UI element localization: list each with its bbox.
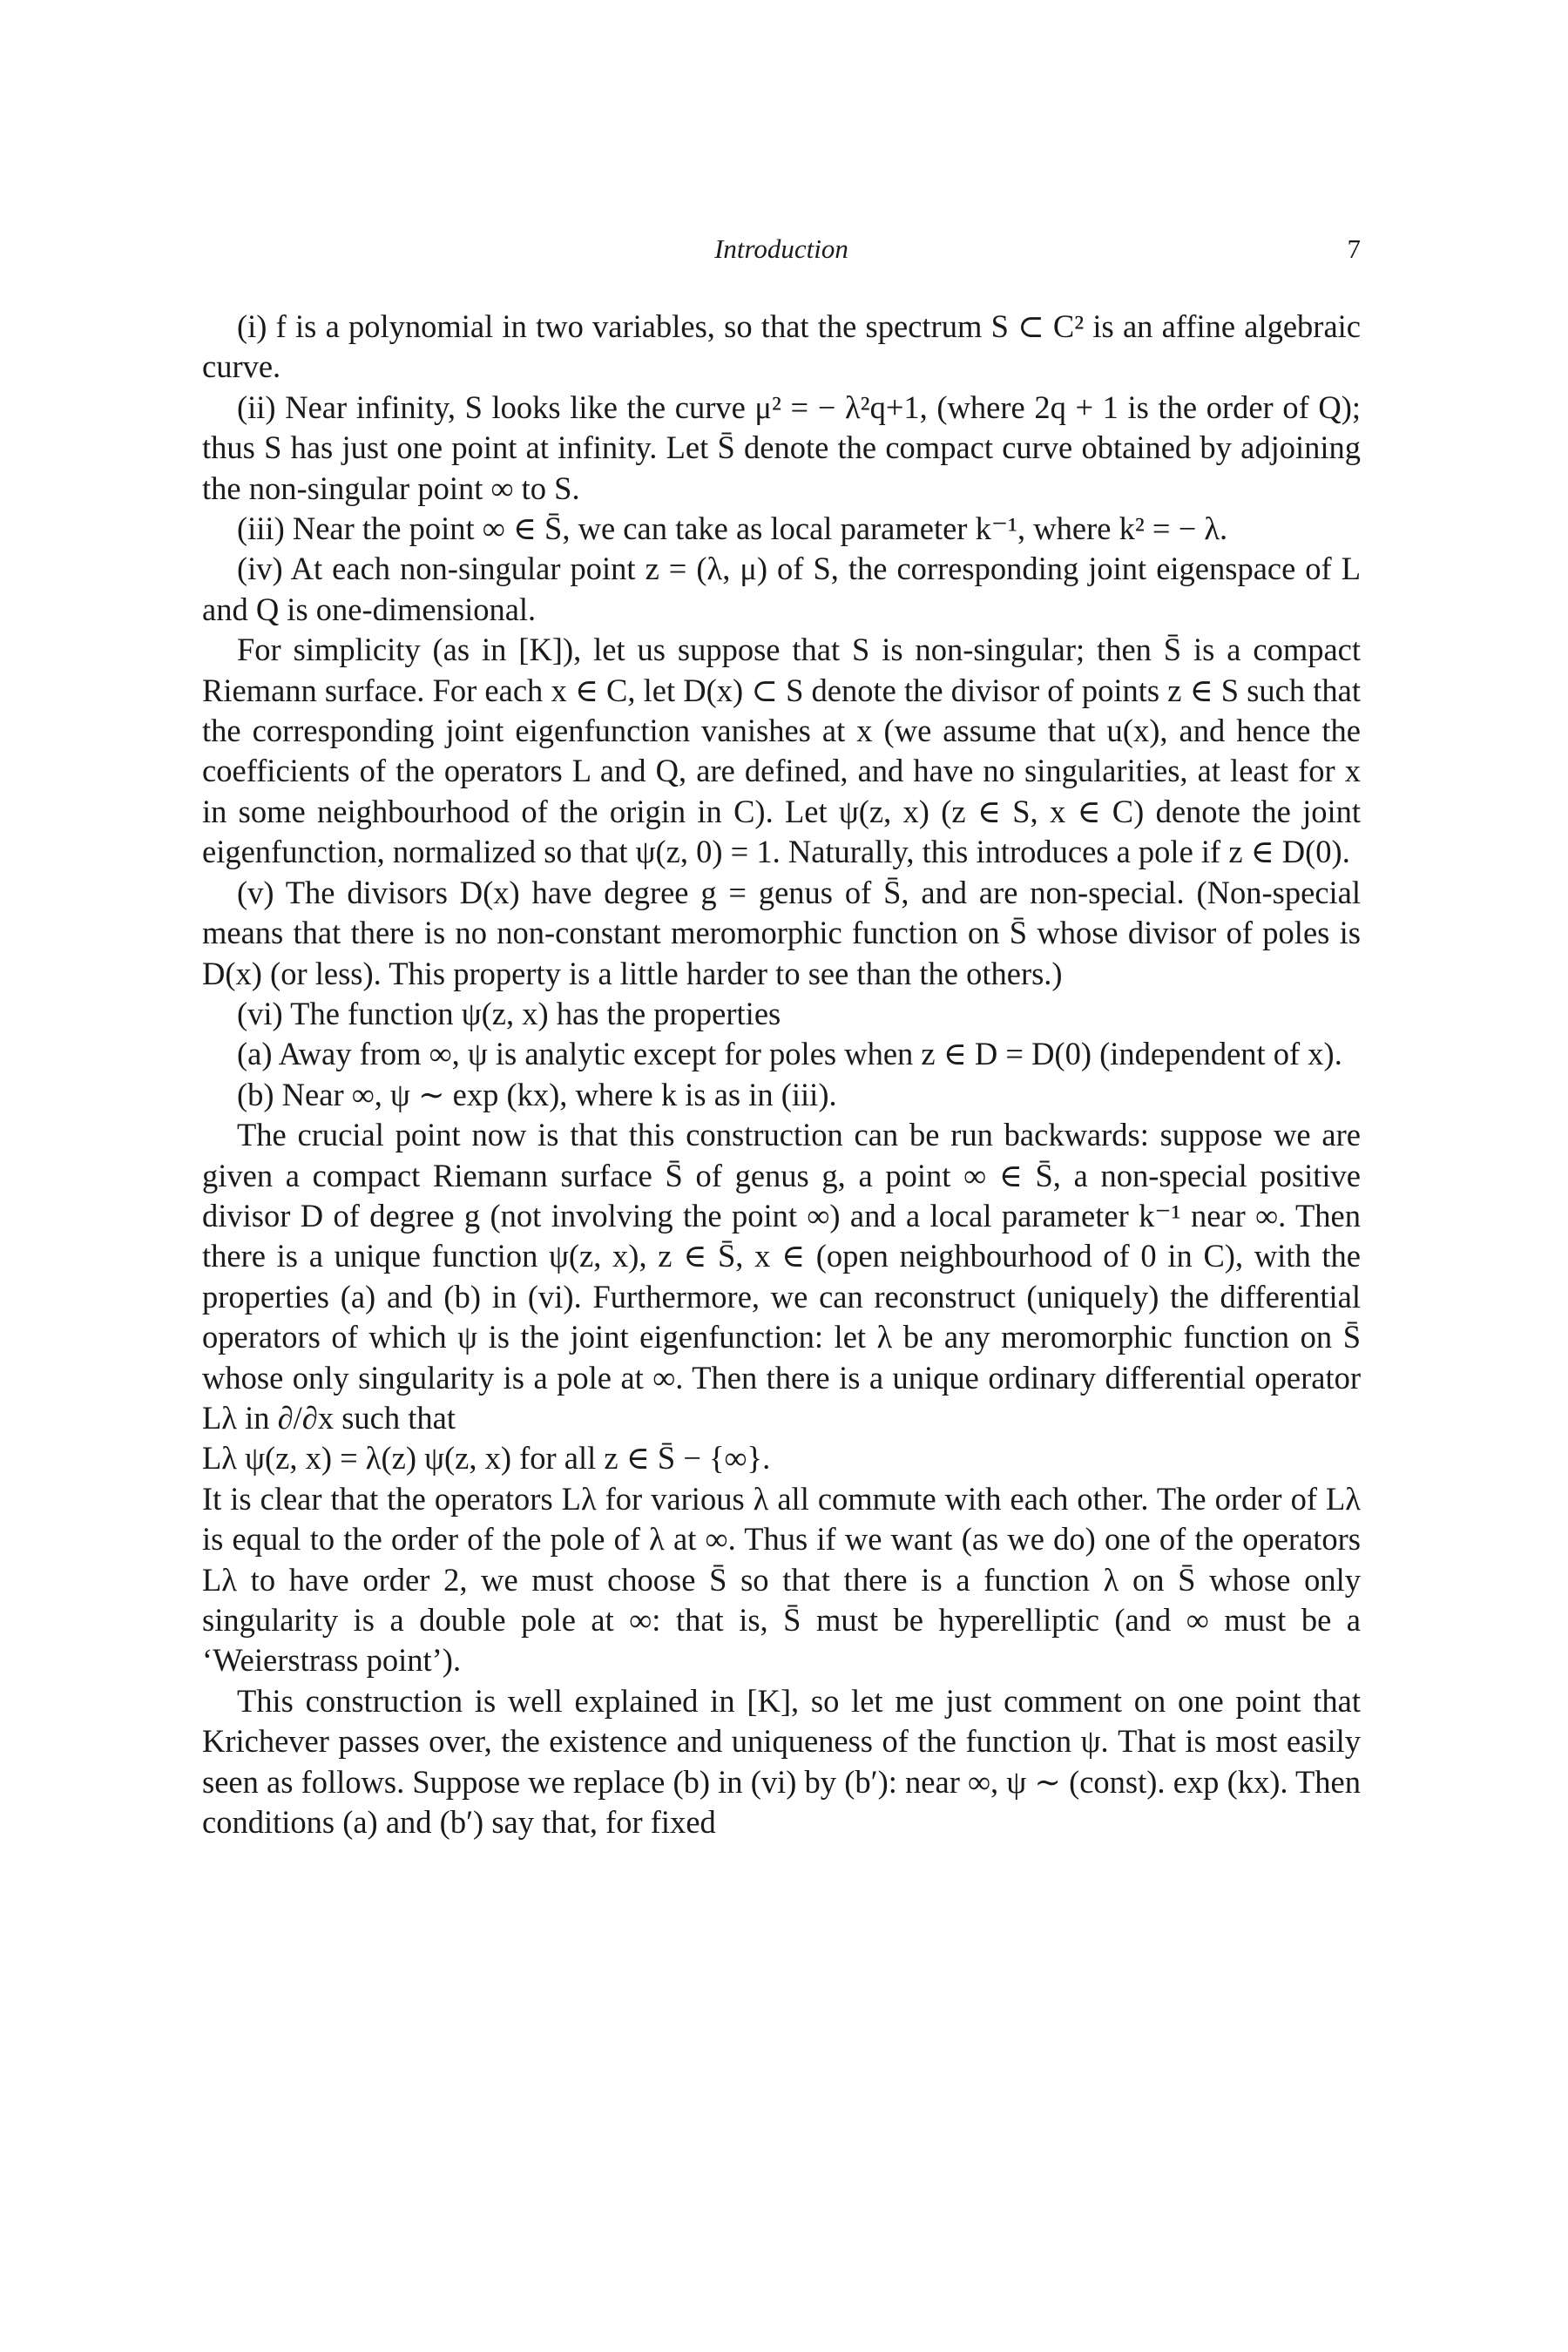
paragraph-commute: It is clear that the operators Lλ for various λ all commute with each other. The order of Lλ is equal to the order of the pole of λ at ∞. Thus if we want (as we do) one of the operators Lλ to have order 2, we must choose S̄ so that there is a function λ on S̄ whose only singularity is a double pole at ∞: that is, S̄ must be hyperelliptic (and ∞ must be a ‘Weierstrass point’). [202, 1480, 1361, 1679]
running-head [202, 233, 1361, 274]
paragraph-item-v: (v) The divisors D(x) have degree g = genus of S̄, and are non-special. (Non-special means that there is no non-constant meromorphic function on S̄ whose divisor of poles is D(x) (or less). This property is a little harder to see than the others.) [202, 874, 1361, 991]
paragraph-item-a: (a) Away from ∞, ψ is analytic except for poles when z ∈ D = D(0) (independent of x). [237, 1036, 1342, 1072]
paragraph-item-ii: (ii) Near infinity, S looks like the curve μ² = − λ²q+1, (where 2q + 1 is the order of Q); thus S has just one point at infinity. Let S̄ denote the compact curve obtained by adjoining the non-singular point ∞ to S. [202, 389, 1361, 506]
paragraph-simplicity: For simplicity (as in [K]), let us suppose that S is non-singular; then S̄ is a compact Riemann surface. For each x ∈ C, let D(x) ⊂ S denote the divisor of points z ∈ S such that the corresponding joint eigenfunction vanishes at x (we assume that u(x), and hence the coefficients of the operators L and Q, are defined, and have no singularities, at least for x in some neighbourhood of the origin in C). Let ψ(z, x) (z ∈ S, x ∈ C) denote the joint eigenfunction, normalized so that ψ(z, 0) = 1. Naturally, this introduces a pole if z ∈ D(0). [202, 632, 1361, 870]
paragraph-item-vi: (vi) The function ψ(z, x) has the properties [237, 995, 781, 1031]
paragraph-item-i: (i) f is a polynomial in two variables, so that the spectrum S ⊂ C² is an affine algebraic curve. [202, 308, 1361, 385]
paragraph-krichever: This construction is well explained in [K], so let me just comment on one point that Krichever passes over, the existence and uniqueness of the function ψ. That is most easily seen as follows. Suppose we replace (b) in (vi) by (b′): near ∞, ψ ∼ (const). exp (kx). Then conditions (a) and (b′) say that, for fixed [202, 1682, 1361, 1841]
running-title: Introduction [714, 233, 848, 264]
paragraph-item-b: (b) Near ∞, ψ ∼ exp (kx), where k is as in (iii). [237, 1076, 837, 1112]
paragraph-item-iii: (iii) Near the point ∞ ∈ S̄, we can take as local parameter k⁻¹, where k² = − λ. [237, 510, 1228, 547]
page-number: 7 [1347, 233, 1361, 264]
body-text [202, 307, 1361, 1842]
paragraph-construction: The crucial point now is that this construction can be run backwards: suppose we are given a compact Riemann surface S̄ of genus g, a point ∞ ∈ S̄, a non-special positive divisor D of degree g (not involving the point ∞) and a local parameter k⁻¹ near ∞. Then there is a unique function ψ(z, x), z ∈ S̄, x ∈ (open neighbourhood of 0 in C), with the properties (a) and (b) in (vi). Furthermore, we can reconstruct (uniquely) the differential operators of which ψ is the joint eigenfunction: let λ be any meromorphic function on S̄ whose only singularity is a pole at ∞. Then there is a unique ordinary differential operator Lλ in ∂/∂x such that [202, 1117, 1361, 1436]
paragraph-item-iv: (iv) At each non-singular point z = (λ, μ) of S, the corresponding joint eigenspace of L and Q is one-dimensional. [202, 551, 1361, 627]
display-equation: Lλ ψ(z, x) = λ(z) ψ(z, x) for all z ∈ S̄ − {∞}. [202, 1440, 771, 1477]
